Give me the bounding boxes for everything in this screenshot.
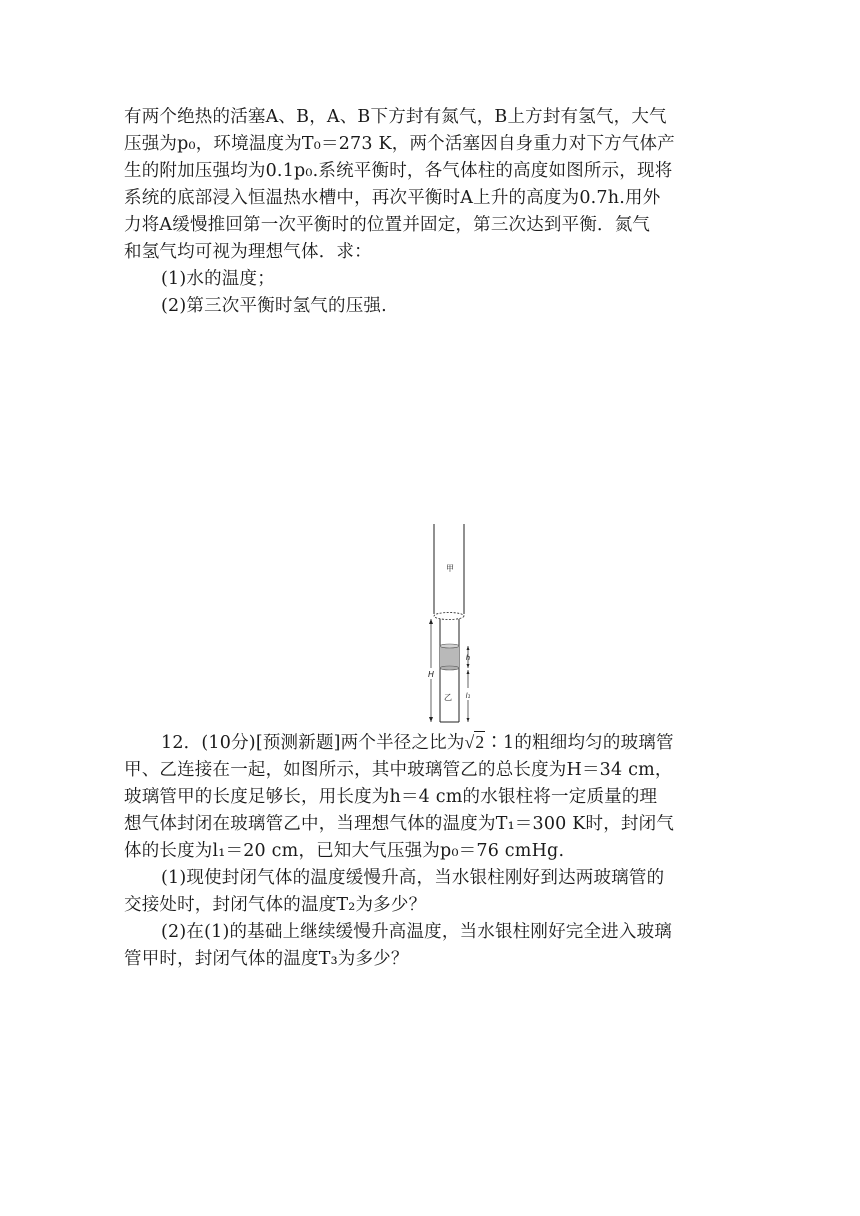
question-number: 12．: [161, 733, 202, 753]
sqrt-radicand: 2: [475, 732, 485, 752]
q11-line-3: 生的附加压强均为0.1p₀.系统平衡时，各气体柱的高度如图所示，现将: [124, 161, 673, 181]
q12-line-5: 体的长度为l₁＝20 cm，已知大气压强为p₀＝76 cmHg.: [124, 841, 565, 861]
q11-line-6: 和氢气均可视为理想气体．求：: [124, 242, 372, 262]
q12-line-2: 甲、乙连接在一起，如图所示，其中玻璃管乙的总长度为H＝34 cm，: [124, 760, 673, 780]
tube-jia-label: 甲: [446, 564, 454, 573]
q12-subquestion-2-line-2: 管甲时，封闭气体的温度T₃为多少？: [124, 949, 409, 969]
q12-line-1: [124, 729, 738, 757]
mercury-column: [440, 646, 459, 668]
q11-line-4: 系统的底部浸入恒温热水槽中，再次平衡时A上升的高度为0.7h.用外: [124, 188, 661, 208]
question-tag: [预测新题]: [255, 733, 341, 753]
question-11-text: [124, 104, 738, 320]
q11-line-1: 有两个绝热的活塞A、B，A、B下方封有氮气，B上方封有氢气，大气: [124, 107, 667, 127]
q12-line-4: 想气体封闭在玻璃管乙中，当理想气体的温度为T₁＝300 K时，封闭气: [124, 814, 675, 834]
glass-tubes-figure: [422, 522, 478, 726]
dimension-h-label: h: [465, 654, 471, 662]
q11-subquestion-1: (1)水的温度；: [161, 269, 275, 289]
question-score: (10分): [201, 733, 256, 753]
dimension-l1-label: l₁: [465, 692, 471, 700]
junction-ellipse: [434, 613, 464, 620]
q12-subquestion-1-line-2: 交接处时，封闭气体的温度T₂为多少？: [124, 895, 427, 915]
q12-subquestion-2-line-1: (2)在(1)的基础上继续缓慢升高温度，当水银柱刚好完全进入玻璃: [161, 922, 672, 942]
question-12-text: [124, 729, 738, 973]
sqrt-expression: √2: [464, 732, 485, 752]
tube-yi-label: 乙: [444, 693, 452, 702]
q12-stem-start: 两个半径之比为: [340, 733, 465, 753]
q11-line-2: 压强为p₀，环境温度为T₀＝273 K，两个活塞因自身重力对下方气体产: [124, 134, 675, 154]
q12-stem-ratio: ∶1的粗细均匀的玻璃管: [485, 733, 674, 753]
q12-line-3: 玻璃管甲的长度足够长，用长度为h＝4 cm的水银柱将一定质量的理: [124, 787, 658, 807]
dimension-H-label: H: [427, 670, 435, 679]
q11-line-5: 力将A缓慢推回第一次平衡时的位置并固定，第三次达到平衡．氮气: [124, 215, 651, 235]
q12-subquestion-1-line-1: (1)现使封闭气体的温度缓慢升高，当水银柱刚好到达两玻璃管的: [161, 868, 665, 888]
q11-subquestion-2: (2)第三次平衡时氢气的压强.: [161, 296, 387, 316]
